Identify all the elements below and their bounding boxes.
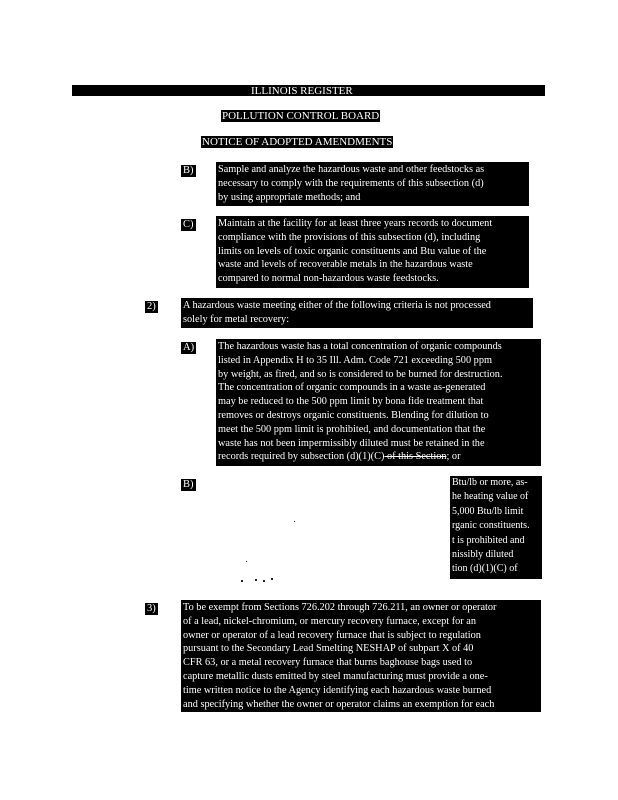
text-line: The concentration of organic compounds in a waste as-generated — [218, 382, 486, 394]
item-2-text — [181, 298, 533, 328]
text-line: capture metallic dusts emitted by steel manufacturing must provide a one- — [183, 670, 488, 682]
text-line: necessary to comply with the requirements of this subsection (d) — [218, 177, 484, 189]
text-line: he heating value of — [452, 491, 529, 503]
text-line: compared to normal non-hazardous waste feedstocks. — [218, 273, 439, 285]
text-tail: ; or — [446, 451, 461, 463]
text-line: tion (d)(1)(C) of — [452, 563, 518, 575]
text-line: To be exempt from Sections 726.202 through 726.211, an owner or operator — [183, 602, 497, 613]
notice-title: NOTICE OF ADOPTED AMENDMENTS — [202, 136, 393, 148]
item-3-text — [181, 600, 541, 712]
text-line: waste and levels of recoverable metals in the hazardous waste — [218, 259, 473, 271]
text-struck: of this Section — [384, 451, 447, 463]
item-c-marker: C) — [183, 219, 194, 230]
scan-speck — [271, 578, 273, 580]
text-line: pursuant to the Secondary Lead Smelting NESHAP of subpart X of 40 — [183, 643, 474, 655]
text-line: owner or operator of a lead recovery furnace that is subject to regulation — [183, 629, 481, 641]
text-line: The hazardous waste has a total concentration of organic compounds — [218, 341, 502, 352]
text-line: meet the 500 ppm limit is prohibited, and documentation that the — [218, 423, 486, 435]
scan-speck — [294, 521, 295, 522]
text-line: rganic constituents. — [452, 520, 530, 532]
text-line: of a lead, nickel-chromium, or mercury recovery furnace, except for an — [183, 615, 477, 627]
board-name: POLLUTION CONTROL BOARD — [222, 110, 380, 122]
item-2-marker: 2) — [147, 301, 156, 312]
text-line: CFR 63, or a metal recovery furnace that burns baghouse bags used to — [183, 657, 473, 669]
text-line: t is prohibited and — [452, 534, 525, 546]
item-b2-marker: B) — [183, 479, 194, 490]
text-line: and specifying whether the owner or operator claims an exemption for each — [183, 698, 495, 710]
scan-speck — [263, 580, 265, 582]
text-line: A hazardous waste meeting either of the following criteria is not processed — [183, 300, 491, 311]
text-line: listed in Appendix H to 35 Ill. Adm. Code 721 exceeding 500 ppm — [218, 354, 492, 366]
item-a-text — [216, 339, 541, 466]
text-line: Sample and analyze the hazardous waste and other feedstocks as — [218, 164, 485, 175]
text-line: 5,000 Btu/lb limit — [452, 505, 524, 517]
item-3-marker: 3) — [147, 603, 156, 614]
text-line: by weight, as fired, and so is considered to be burned for destruction. — [218, 368, 503, 380]
register-title: ILLINOIS REGISTER — [251, 85, 353, 97]
text-line: solely for metal recovery: — [183, 313, 290, 325]
text-line: Maintain at the facility for at least three years records to document — [218, 218, 493, 229]
text-line: limits on levels of toxic organic constituents and Btu value of the — [218, 245, 487, 257]
text-line: Btu/lb or more, as- — [452, 477, 528, 488]
text-line: waste has not been impermissibly diluted must be retained in the — [218, 437, 485, 449]
text-line: time written notice to the Agency identifying each hazardous waste burned — [183, 684, 492, 696]
text-line: may be reduced to the 500 ppm limit by bona fide treatment that — [218, 396, 484, 408]
text-line: nissibly diluted — [452, 548, 514, 560]
text-line-final — [218, 450, 538, 464]
text-line: removes or destroys organic constituents. Blending for dilution to — [218, 409, 489, 421]
text-normal: records required by subsection (d)(1)(C) — [218, 451, 385, 463]
item-b-marker: B) — [183, 165, 194, 176]
item-b2-fragment — [450, 476, 542, 579]
item-b-text — [216, 162, 529, 206]
scan-speck — [255, 579, 257, 581]
scan-speck — [241, 580, 243, 582]
text-line: by using appropriate methods; and — [218, 191, 361, 203]
item-a-marker: A) — [183, 342, 195, 353]
text-line: compliance with the provisions of this subsection (d), including — [218, 231, 481, 243]
item-c-text — [216, 216, 529, 288]
scan-speck — [246, 561, 247, 562]
